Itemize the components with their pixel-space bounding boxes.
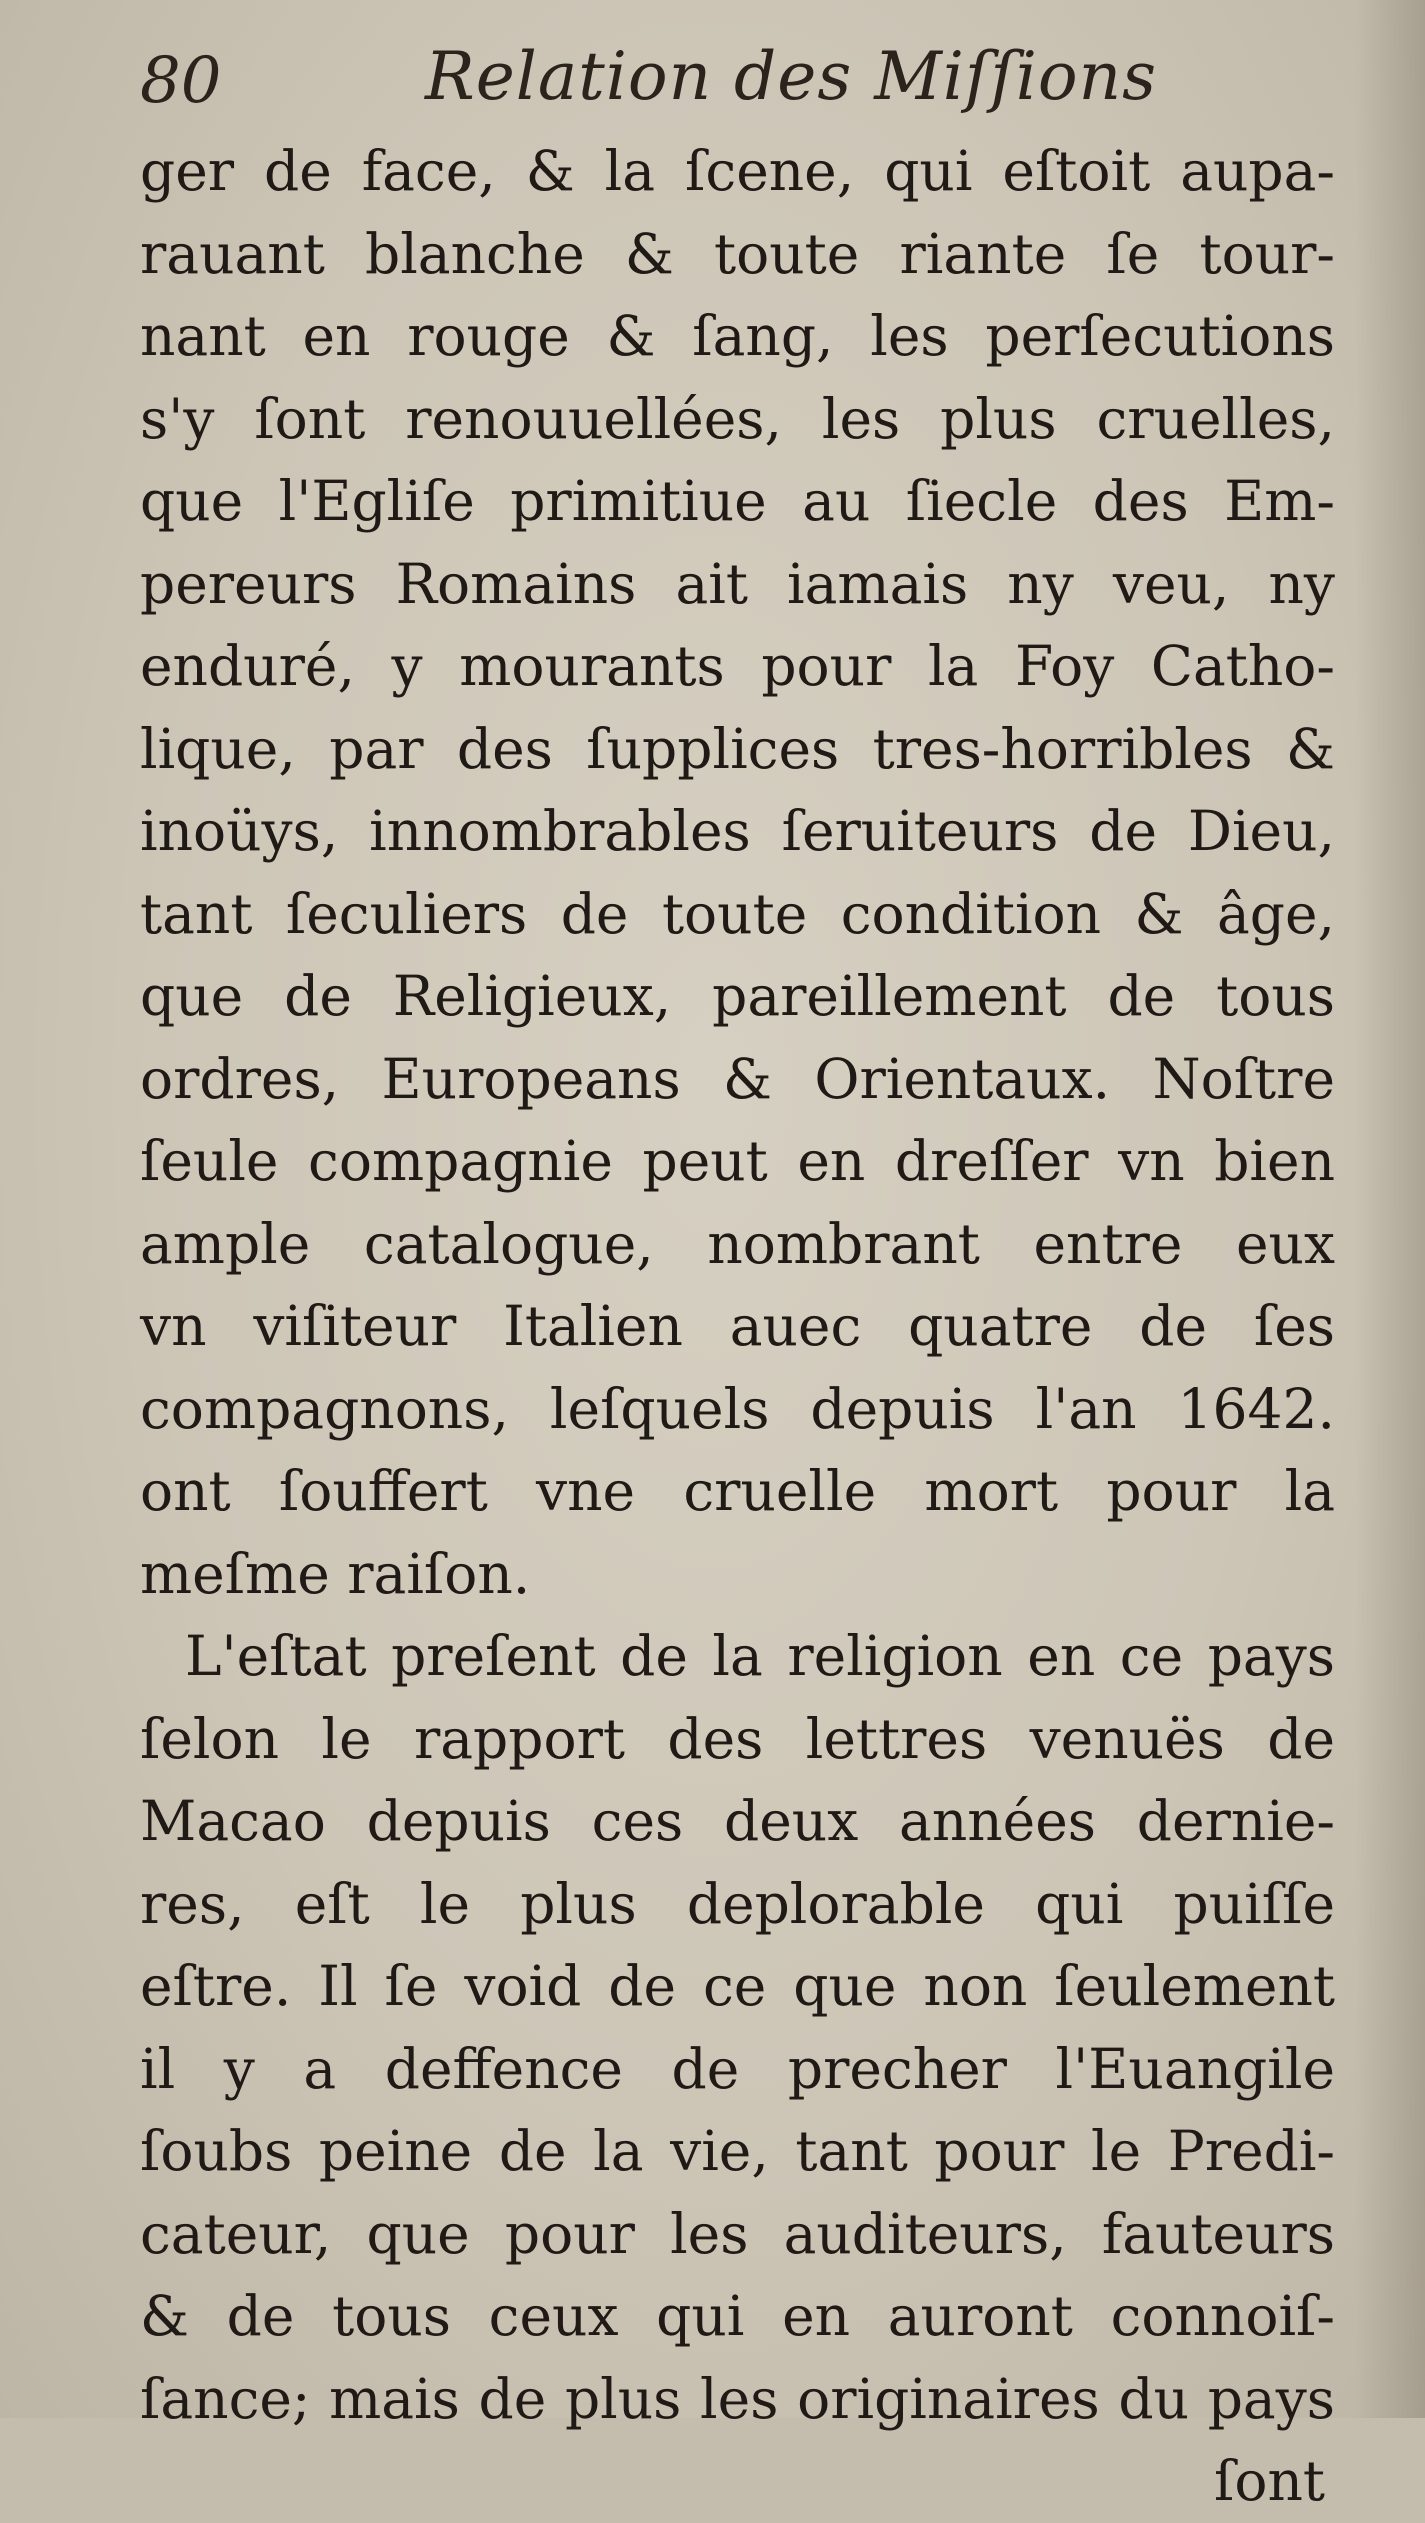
catchword: ſont (1214, 2449, 1325, 2513)
text-line: ſance; mais de plus les originaires du pays (140, 2366, 1335, 2431)
text-line: compagnons, leſquels depuis l'an 1642. (140, 1376, 1335, 1441)
text-line: rauant blanche & toute riante ſe tour- (140, 221, 1335, 286)
text-line: ſeule compagnie peut en dreſſer vn bien (140, 1129, 1335, 1193)
text-line: ger de face, & la ſcene, qui eſtoit aupa- (140, 139, 1335, 203)
paragraph-start-line: L'eſtat preſent de la religion en ce pays (185, 1624, 1335, 1688)
text-line: lique, par des ſupplices tres-horribles & (140, 716, 1335, 781)
running-head: Relation des Miſſions (425, 38, 1157, 115)
page-header (140, 38, 1345, 128)
text-line: cateur, que pour les auditeurs, fauteurs (140, 2201, 1335, 2266)
text-line: nant en rouge & ſang, les perſecutions (140, 304, 1335, 368)
text-line: tant ſeculiers de toute condition & âge, (140, 881, 1335, 946)
text-line: pereurs Romains ait iamais ny veu, ny (140, 551, 1335, 616)
text-line: ample catalogue, nombrant entre eux (140, 1211, 1335, 1276)
text-line: ordres, Europeans & Orientaux. Noſtre (140, 1046, 1335, 1111)
text-line: il y a deffence de precher l'Euangile (140, 2036, 1335, 2101)
text-line: s'y ſont renouuellées, les plus cruelles, (140, 386, 1335, 451)
text-line: res, eſt le plus deplorable qui puiſſe (140, 1871, 1335, 1936)
text-line: que l'Egliſe primitiue au ſiecle des Em- (140, 469, 1335, 533)
text-line: inoüys, innombrables ſeruiteurs de Dieu, (140, 799, 1335, 863)
page-number: 80 (140, 44, 222, 118)
text-line: ont ſouffert vne cruelle mort pour la (140, 1459, 1335, 1523)
text-line: ſelon le rapport des lettres venuës de (140, 1706, 1335, 1771)
text-line: Macao depuis ces deux années dernie- (140, 1789, 1335, 1853)
text-line: eſtre. Il ſe void de ce que non ſeulement (140, 1954, 1335, 2018)
text-line: meſme raiſon. (140, 1541, 531, 1606)
text-line: & de tous ceux qui en auront connoiſ- (140, 2284, 1335, 2348)
text-line: que de Religieux, pareillement de tous (140, 964, 1335, 1028)
body-text (140, 130, 1335, 2523)
text-line: ſoubs peine de la vie, tant pour le Predi- (140, 2119, 1335, 2183)
text-line: vn viſiteur Italien auec quatre de ſes (140, 1294, 1335, 1358)
text-line: enduré, y mourants pour la Foy Catho- (140, 634, 1335, 698)
